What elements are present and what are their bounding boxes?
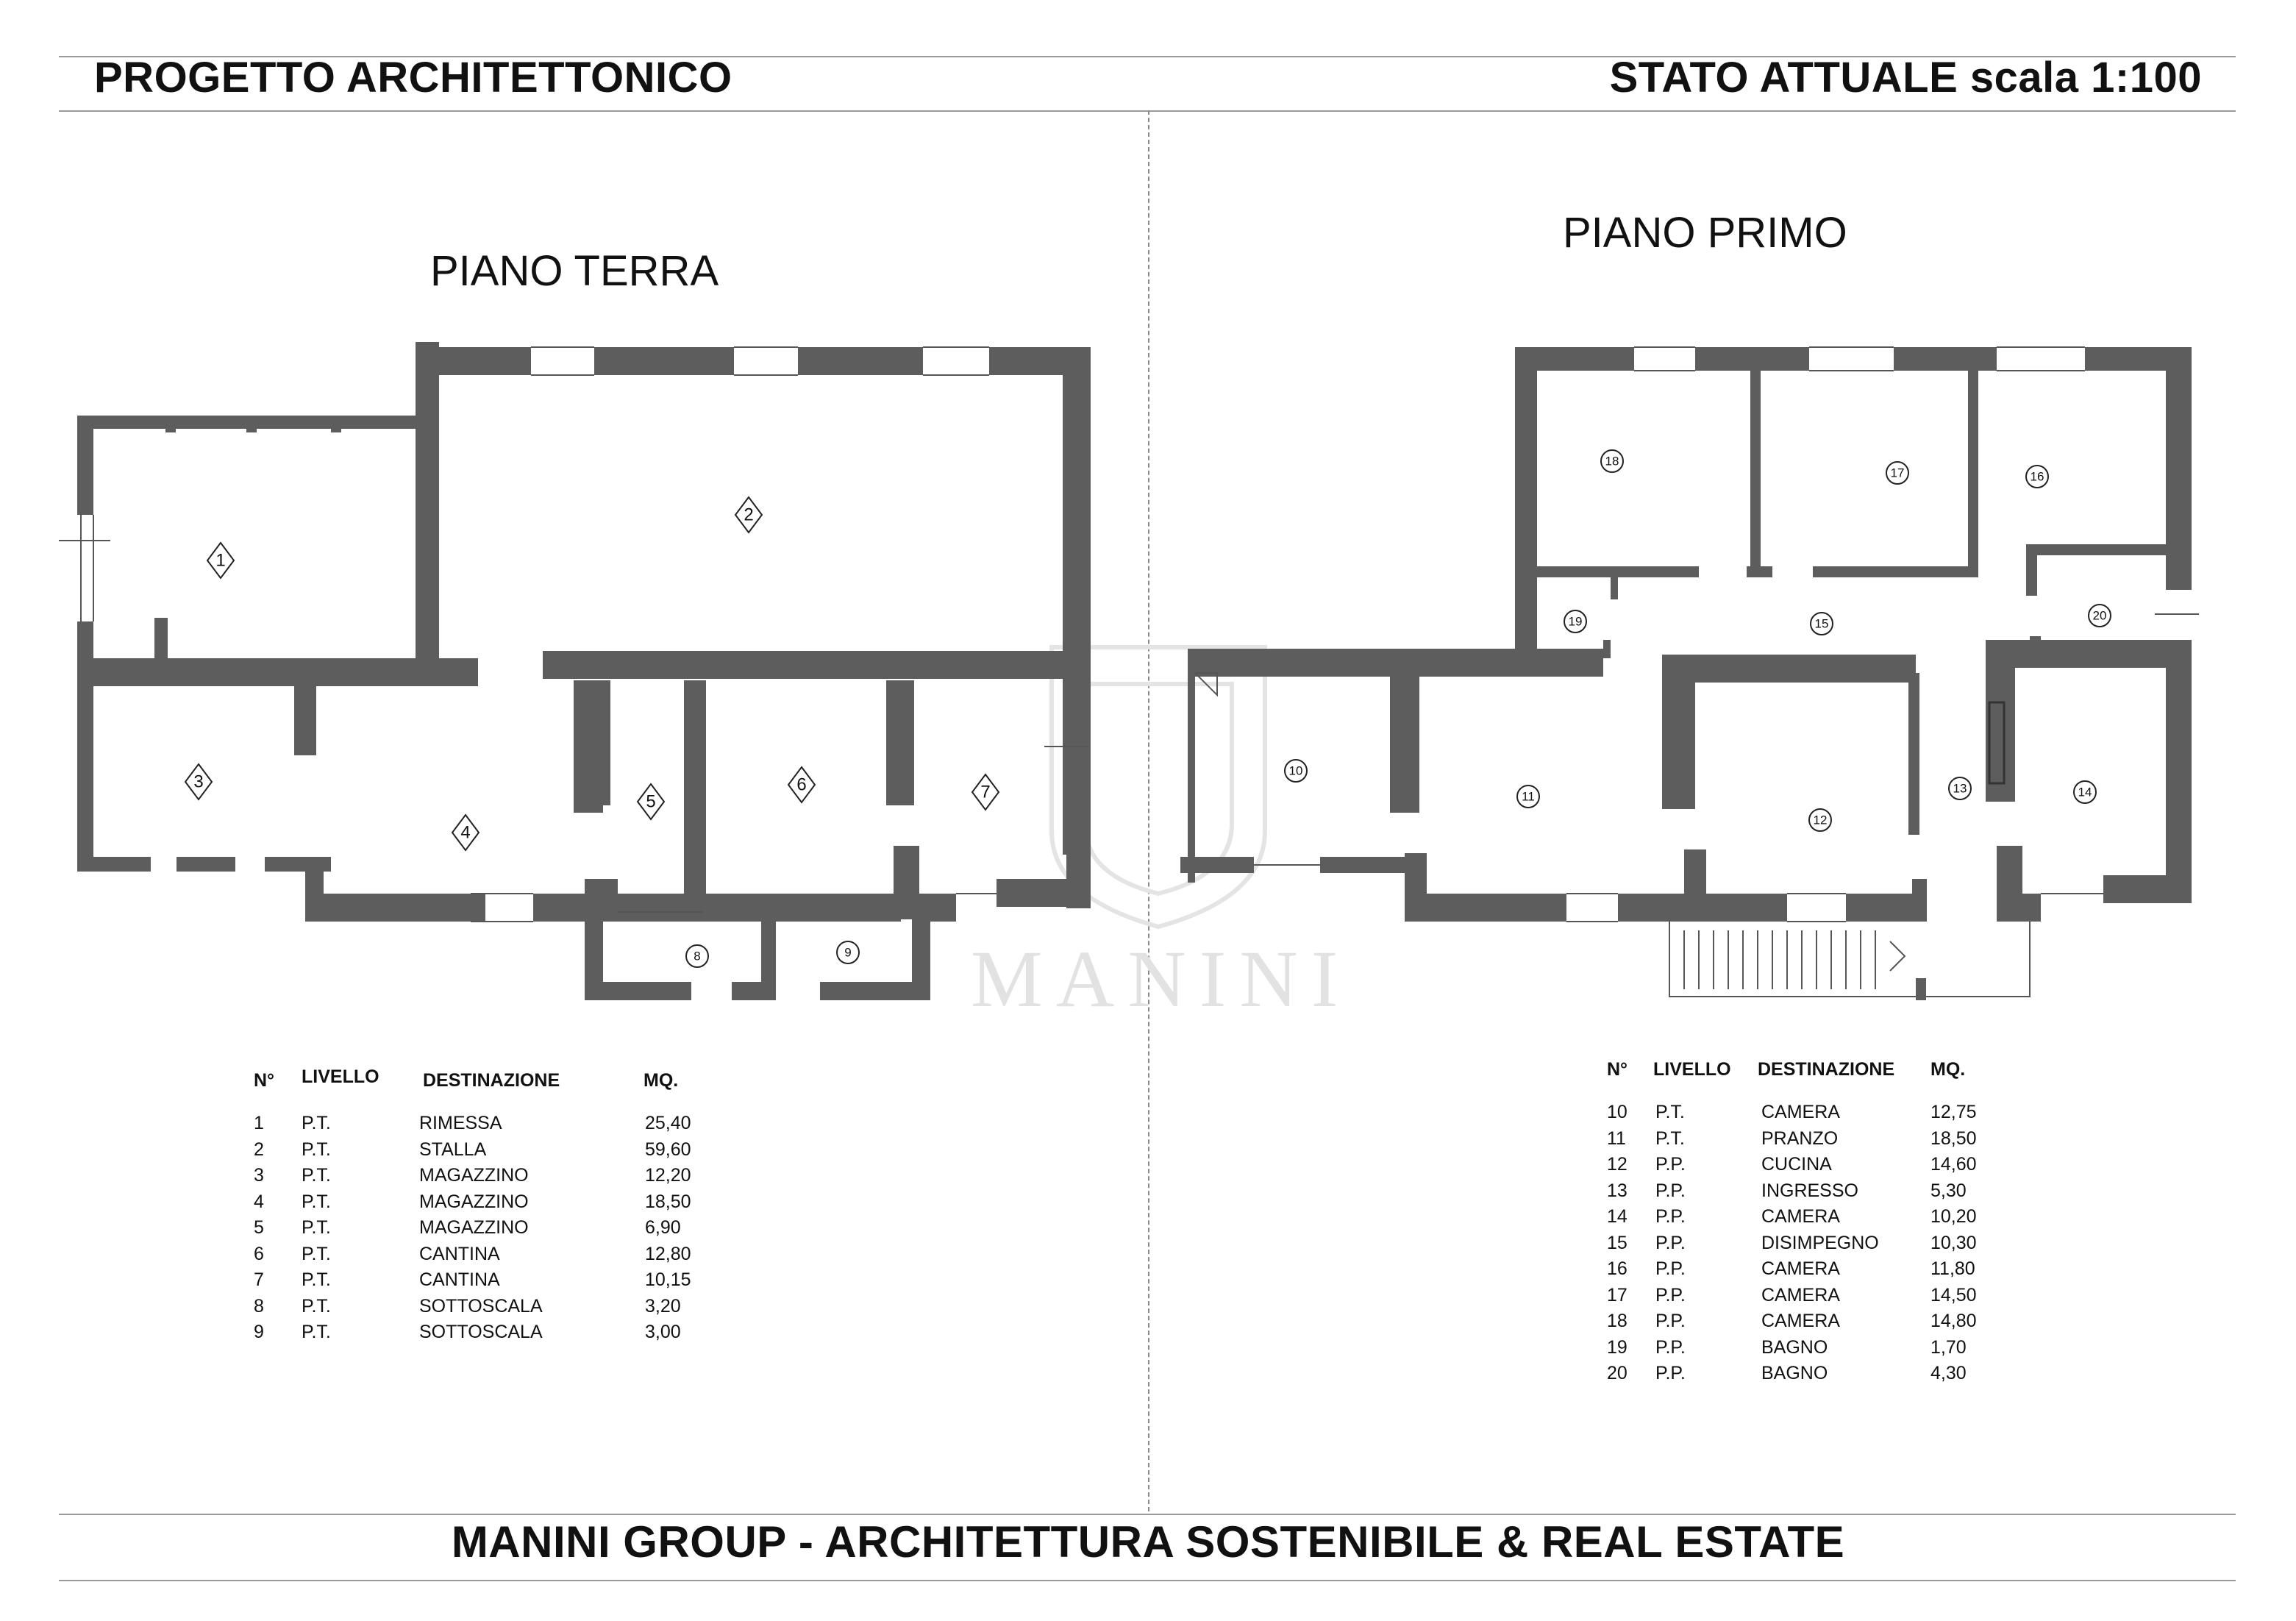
table-header-n: N° bbox=[1607, 1059, 1628, 1080]
room-marker-label: 20 bbox=[2092, 608, 2107, 623]
room-marker-label: 12 bbox=[1813, 813, 1828, 827]
table-cell-destinazione: MAGAZZINO bbox=[419, 1191, 529, 1212]
table-cell-destinazione: MAGAZZINO bbox=[419, 1217, 529, 1238]
table-cell-livello: P.P. bbox=[1655, 1363, 1686, 1383]
table-cell-destinazione: CAMERA bbox=[1761, 1311, 1840, 1331]
room-marker-label: 18 bbox=[1605, 454, 1619, 469]
table-cell-n: 2 bbox=[254, 1139, 264, 1160]
room-marker-label: 10 bbox=[1288, 763, 1303, 778]
room-marker-label: 4 bbox=[460, 822, 471, 843]
table-cell-livello: P.P. bbox=[1655, 1311, 1686, 1331]
table-cell-n: 12 bbox=[1607, 1154, 1627, 1175]
table-cell-livello: P.T. bbox=[1655, 1102, 1685, 1122]
table-cell-mq: 18,50 bbox=[1930, 1127, 1977, 1149]
table-cell-destinazione: STALLA bbox=[419, 1139, 487, 1160]
table-cell-mq: 5,30 bbox=[1930, 1180, 1967, 1201]
room-marker-label: 6 bbox=[796, 774, 807, 795]
room-marker-label: 1 bbox=[215, 550, 226, 571]
table-cell-n: 3 bbox=[254, 1165, 264, 1186]
ground-floor-title: PIANO TERRA bbox=[430, 247, 719, 295]
table-cell-mq: 10,30 bbox=[1930, 1232, 1977, 1253]
room-marker-label: 3 bbox=[193, 772, 204, 792]
room-marker-label: 5 bbox=[646, 791, 656, 812]
room-marker-label: 14 bbox=[2078, 785, 2092, 799]
table-header-n: N° bbox=[254, 1070, 275, 1091]
table-cell-mq: 3,00 bbox=[645, 1322, 681, 1342]
room-marker-label: 8 bbox=[694, 949, 701, 963]
table-cell-destinazione: MAGAZZINO bbox=[419, 1165, 529, 1186]
table-cell-mq: 25,40 bbox=[645, 1113, 691, 1133]
table-cell-destinazione: BAGNO bbox=[1761, 1363, 1828, 1383]
table-cell-n: 13 bbox=[1607, 1180, 1627, 1201]
table-cell-mq: 3,20 bbox=[645, 1295, 681, 1317]
table-cell-mq: 1,70 bbox=[1930, 1336, 1967, 1358]
table-cell-livello: P.P. bbox=[1655, 1232, 1686, 1253]
table-cell-destinazione: CAMERA bbox=[1761, 1206, 1840, 1227]
table-cell-livello: P.T. bbox=[302, 1322, 331, 1342]
room-marker-label: 16 bbox=[2030, 469, 2044, 484]
table-cell-n: 9 bbox=[254, 1322, 264, 1342]
table-cell-n: 1 bbox=[254, 1113, 264, 1133]
table-cell-n: 7 bbox=[254, 1269, 264, 1290]
table-cell-n: 15 bbox=[1607, 1232, 1627, 1253]
first-floor-plan bbox=[1180, 347, 2199, 1000]
table-cell-destinazione: CANTINA bbox=[419, 1243, 500, 1264]
table-cell-n: 11 bbox=[1607, 1127, 1626, 1149]
table-cell-mq: 12,75 bbox=[1930, 1102, 1977, 1122]
table-cell-mq: 59,60 bbox=[645, 1139, 691, 1160]
table-cell-mq: 12,80 bbox=[645, 1243, 691, 1264]
table-cell-n: 14 bbox=[1607, 1206, 1627, 1227]
table-cell-n: 5 bbox=[254, 1217, 264, 1238]
table-cell-livello: P.P. bbox=[1655, 1180, 1686, 1201]
table-cell-n: 16 bbox=[1607, 1258, 1627, 1279]
table-cell-mq: 6,90 bbox=[645, 1217, 681, 1238]
table-cell-destinazione: INGRESSO bbox=[1761, 1180, 1858, 1201]
table-cell-livello: P.T. bbox=[1655, 1127, 1685, 1149]
room-marker-label: 7 bbox=[980, 782, 991, 802]
table-cell-livello: P.T. bbox=[302, 1139, 331, 1160]
ground-floor-plan bbox=[59, 342, 1091, 1000]
table-cell-livello: P.P. bbox=[1655, 1258, 1686, 1279]
table-cell-n: 4 bbox=[254, 1191, 264, 1212]
first-floor-title: PIANO PRIMO bbox=[1563, 209, 1847, 257]
table-cell-n: 6 bbox=[254, 1243, 264, 1264]
header-left-title: PROGETTO ARCHITETTONICO bbox=[94, 54, 732, 101]
room-marker-label: 19 bbox=[1568, 614, 1583, 629]
table-header-livello: LIVELLO bbox=[302, 1066, 379, 1087]
table-cell-destinazione: CUCINA bbox=[1761, 1154, 1832, 1175]
table-cell-mq: 10,15 bbox=[645, 1269, 691, 1290]
table-cell-livello: P.P. bbox=[1655, 1206, 1686, 1227]
watermark: MANINI bbox=[971, 934, 1352, 1024]
room-marker-label: 17 bbox=[1890, 466, 1905, 480]
table-header-mq: MQ. bbox=[643, 1070, 679, 1091]
table-cell-livello: P.T. bbox=[302, 1269, 331, 1290]
room-marker-label: 2 bbox=[744, 505, 754, 525]
header-right-title: STATO ATTUALE scala 1:100 bbox=[1609, 54, 2202, 101]
table-header-destinazione: DESTINAZIONE bbox=[1758, 1059, 1895, 1080]
table-cell-destinazione: SOTTOSCALA bbox=[419, 1295, 543, 1317]
table-cell-n: 20 bbox=[1607, 1363, 1627, 1383]
external-stair bbox=[1669, 922, 2030, 1000]
footer-title: MANINI GROUP - ARCHITETTURA SOSTENIBILE & REAL ESTATE bbox=[451, 1517, 1845, 1567]
table-header-livello: LIVELLO bbox=[1653, 1059, 1731, 1080]
table-cell-livello: P.T. bbox=[302, 1113, 331, 1133]
table-cell-mq: 14,80 bbox=[1930, 1311, 1977, 1331]
table-cell-n: 10 bbox=[1607, 1102, 1627, 1122]
table-cell-mq: 18,50 bbox=[645, 1191, 691, 1212]
table-header-mq: MQ. bbox=[1930, 1059, 1966, 1080]
table-cell-livello: P.T. bbox=[302, 1217, 331, 1238]
footer-rule-top bbox=[59, 1514, 2236, 1515]
table-cell-n: 17 bbox=[1607, 1284, 1627, 1305]
room-marker-label: 9 bbox=[844, 945, 852, 960]
table-cell-livello: P.P. bbox=[1655, 1284, 1686, 1305]
table-cell-mq: 10,20 bbox=[1930, 1206, 1977, 1227]
table-cell-destinazione: RIMESSA bbox=[419, 1113, 502, 1133]
table-cell-destinazione: CAMERA bbox=[1761, 1258, 1840, 1279]
table-cell-destinazione: CANTINA bbox=[419, 1269, 500, 1290]
table-cell-destinazione: BAGNO bbox=[1761, 1336, 1828, 1358]
room-marker-label: 13 bbox=[1953, 781, 1967, 796]
table-cell-destinazione: DISIMPEGNO bbox=[1761, 1232, 1879, 1253]
table-cell-livello: P.P. bbox=[1655, 1336, 1686, 1358]
room-marker-label: 11 bbox=[1522, 789, 1535, 804]
table-cell-mq: 14,50 bbox=[1930, 1284, 1977, 1305]
table-cell-destinazione: PRANZO bbox=[1761, 1127, 1839, 1149]
table-cell-livello: P.T. bbox=[302, 1191, 331, 1212]
table-cell-destinazione: CAMERA bbox=[1761, 1102, 1840, 1122]
table-cell-n: 18 bbox=[1607, 1311, 1627, 1331]
room-marker-label: 15 bbox=[1814, 616, 1829, 631]
table-cell-mq: 11,80 bbox=[1930, 1258, 1975, 1279]
table-header-destinazione: DESTINAZIONE bbox=[423, 1070, 560, 1091]
table-cell-livello: P.P. bbox=[1655, 1154, 1686, 1175]
table-cell-mq: 4,30 bbox=[1930, 1363, 1967, 1383]
table-cell-livello: P.T. bbox=[302, 1295, 331, 1317]
table-cell-mq: 14,60 bbox=[1930, 1154, 1977, 1175]
footer-rule-bottom bbox=[59, 1580, 2236, 1581]
table-cell-livello: P.T. bbox=[302, 1165, 331, 1186]
table-cell-destinazione: SOTTOSCALA bbox=[419, 1322, 543, 1342]
table-cell-destinazione: CAMERA bbox=[1761, 1284, 1840, 1305]
table-cell-n: 19 bbox=[1607, 1336, 1627, 1358]
table-cell-mq: 12,20 bbox=[645, 1165, 691, 1186]
table-cell-n: 8 bbox=[254, 1295, 264, 1317]
table-cell-livello: P.T. bbox=[302, 1243, 331, 1264]
